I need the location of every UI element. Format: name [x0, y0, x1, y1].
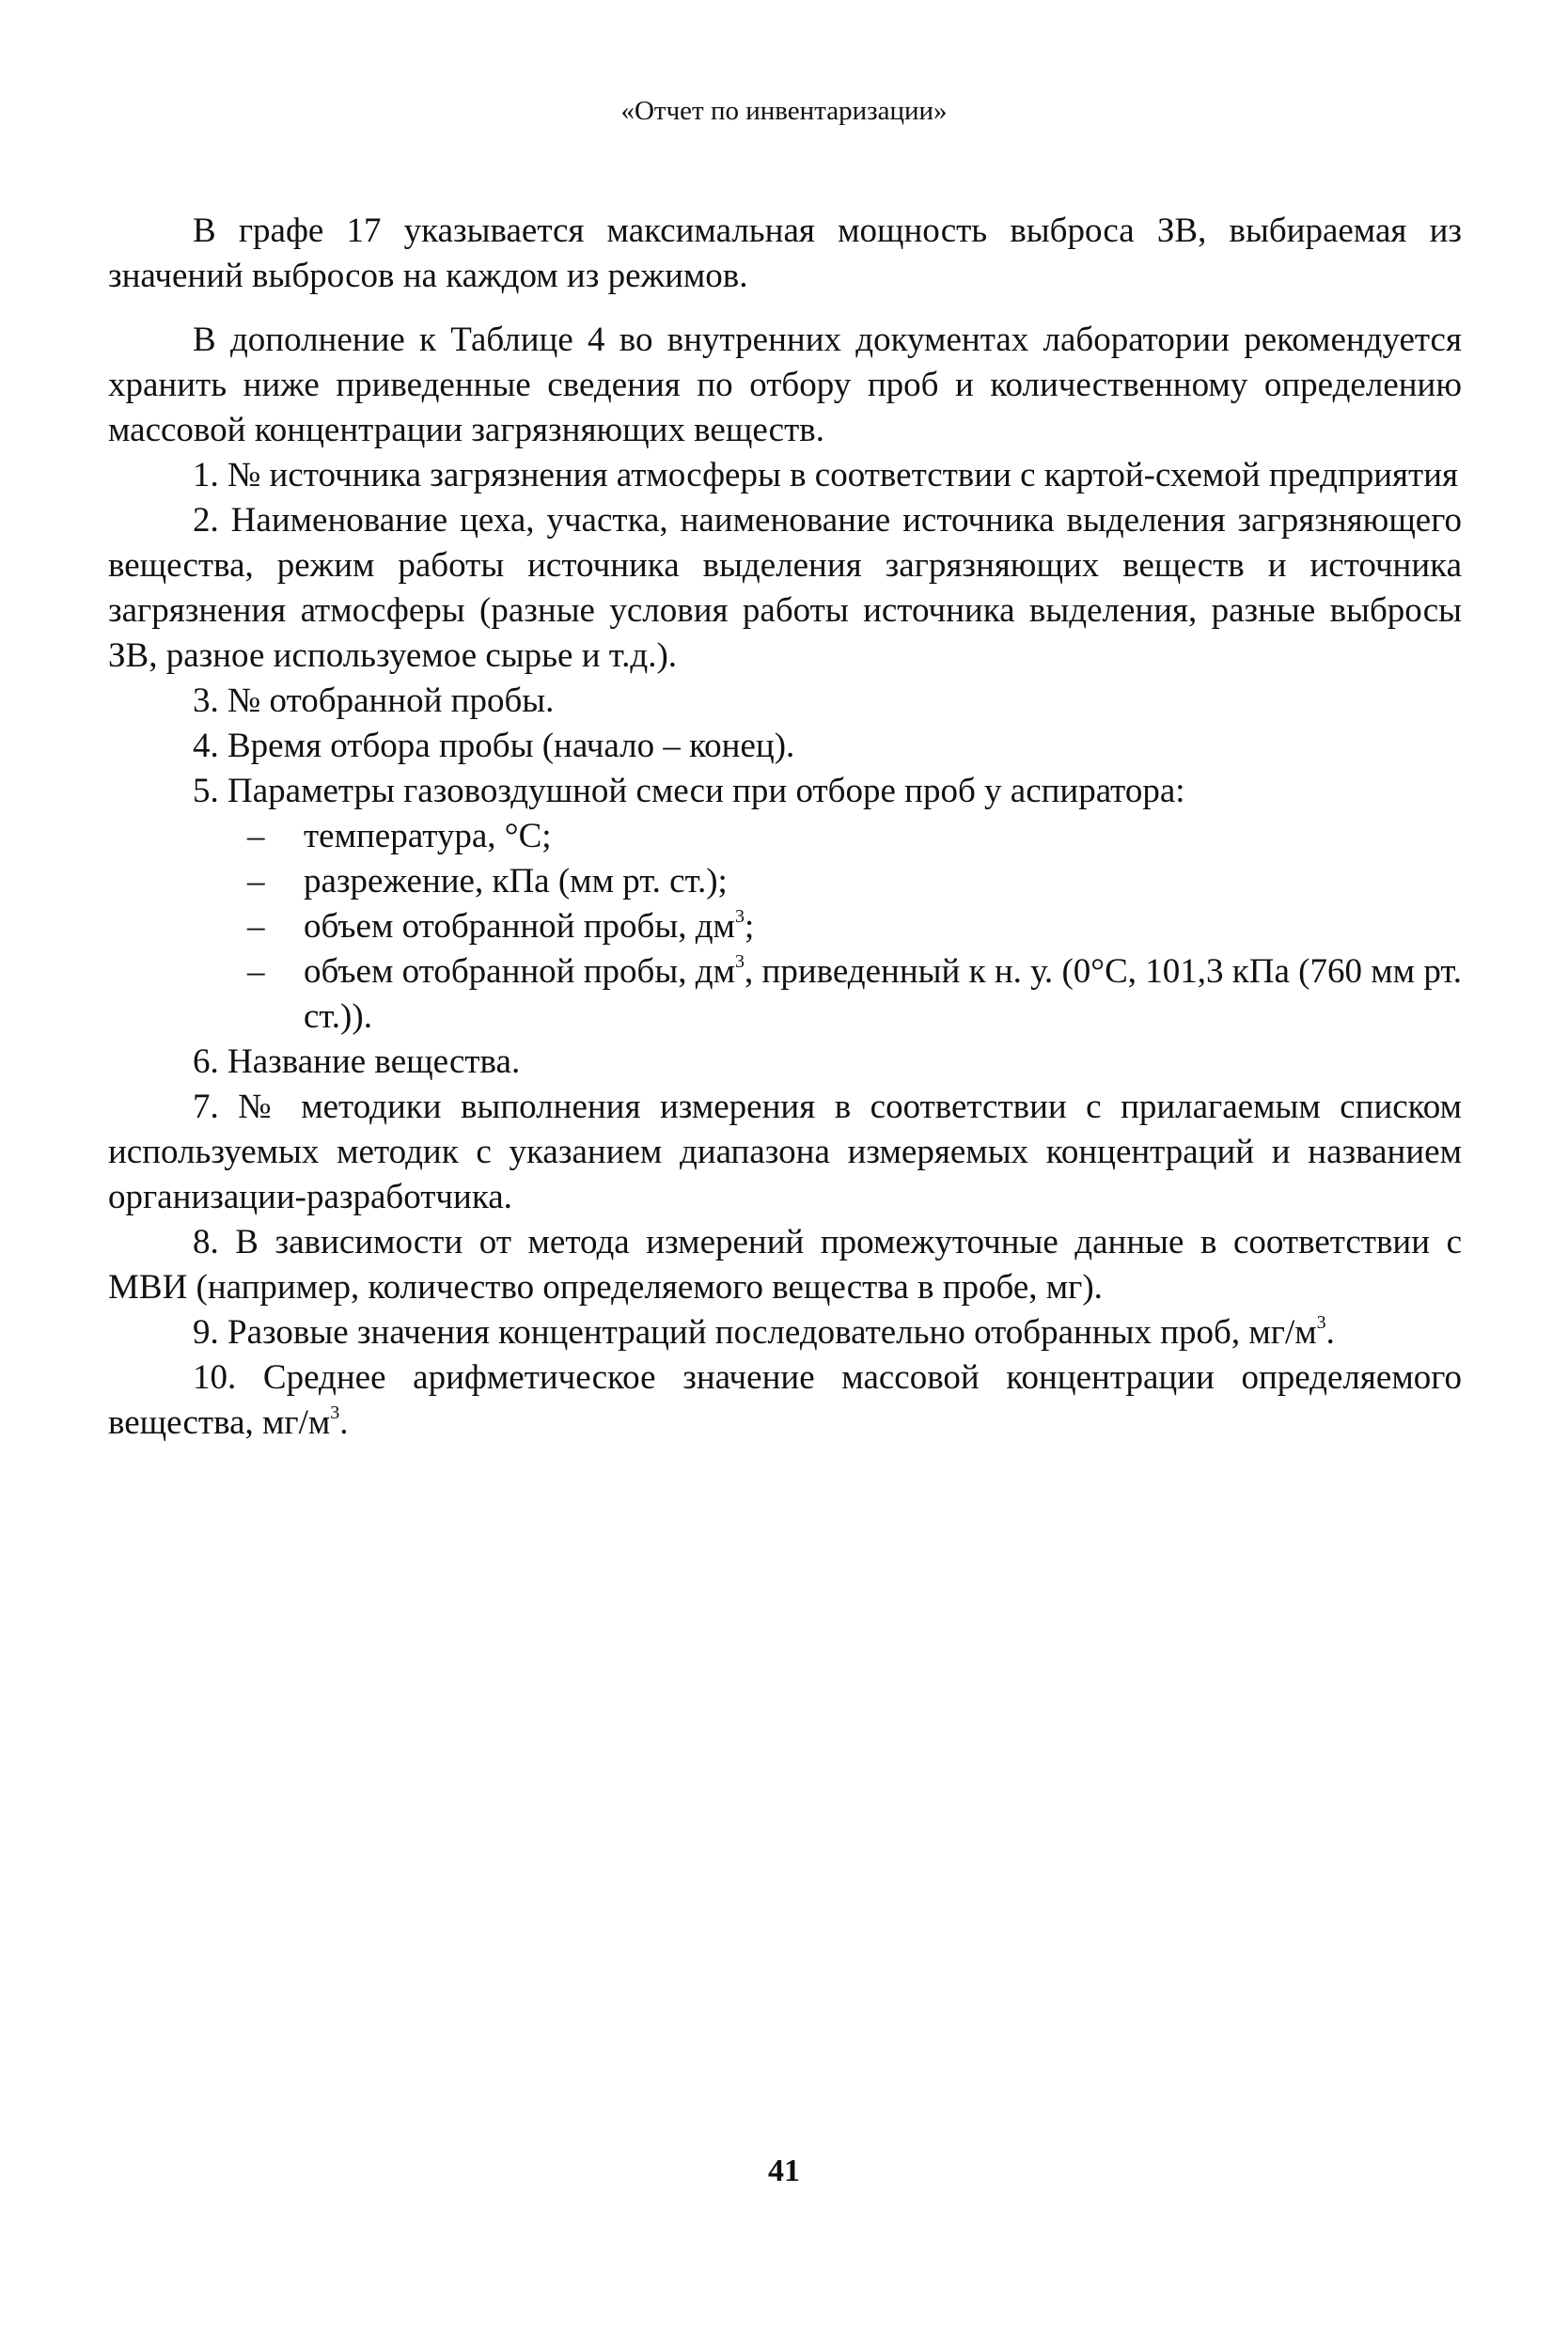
list-item-8: 8. В зависимости от метода измерений промежуточные данные в соответствии с МВИ (например, количество определяемого вещества в пробе, мг). [108, 1223, 1462, 1307]
list-item-10-text: 10. Среднее арифметическое значение массовой концентрации определяемого вещества, мг/м [108, 1358, 1462, 1442]
sublist-item-volume-normal [247, 949, 1462, 1040]
list-item-7: 7. № методики выполнения измерения в соответствии с прилагаемым списком используемых методик с указанием диапазона измеряемых концентраций и названием организации-разработчика. [108, 1088, 1462, 1216]
sublist-item-text: объем отобранной пробы, дм [304, 952, 735, 991]
sublist-item-volume [247, 904, 1462, 949]
sublist-item-text: разрежение, кПа (мм рт. ст.); [304, 862, 728, 901]
list-item-9-text: 9. Разовые значения концентраций последовательно отобранных проб, мг/м [193, 1313, 1317, 1352]
list-item-1: 1. № источника загрязнения атмосферы в соответствии с картой-схемой предприятия [193, 456, 1459, 494]
sublist-item-text: объем отобранной пробы, дм [304, 907, 735, 946]
page-number: 41 [768, 2154, 800, 2188]
list-item-9-end: . [1325, 1313, 1335, 1352]
list-item-10-end: . [339, 1403, 349, 1442]
sublist-item-vacuum [247, 859, 1462, 904]
sublist-item-text-end: , приведенный к н. у. (0°С, 101,3 кПа (760 мм рт. ст.)). [304, 952, 1462, 1036]
dash-bullet: – [247, 817, 265, 855]
document-body [108, 209, 1462, 1446]
superscript-3: 3 [330, 1402, 340, 1423]
superscript-3: 3 [734, 906, 745, 927]
dash-bullet: – [247, 952, 265, 991]
dash-bullet: – [247, 907, 265, 946]
list-item-9 [108, 1310, 1462, 1355]
dash-bullet: – [247, 862, 265, 901]
running-header: «Отчет по инвентаризации» [620, 96, 948, 126]
sublist-item-temperature [247, 814, 1462, 859]
list-item-6: 6. Название вещества. [193, 1042, 521, 1081]
superscript-3: 3 [735, 951, 745, 972]
superscript-3: 3 [1316, 1312, 1326, 1333]
sublist-item-text: температура, °С; [304, 817, 552, 855]
gas-parameters-sublist [108, 814, 1462, 1040]
list-item-10 [108, 1355, 1462, 1446]
list-item-3: 3. № отобранной пробы. [193, 681, 555, 720]
list-item-4: 4. Время отбора пробы (начало – конец). [193, 727, 795, 765]
list-item-5: 5. Параметры газовоздушной смеси при отборе проб у аспиратора: [193, 772, 1185, 810]
paragraph-column-17: В графе 17 указывается максимальная мощность выброса ЗВ, выбираемая из значений выбросов на каждом из режимов. [108, 211, 1462, 295]
list-item-2: 2. Наименование цеха, участка, наименование источника выделения загрязняющего вещества, режим работы источника выделения загрязняющих веществ и источника загрязнения атмосферы (разные условия работы источника выделения, разные выбросы ЗВ, разное используемое сырье и т.д.). [108, 501, 1462, 675]
sublist-item-text-end: ; [744, 907, 755, 946]
paragraph-table-4-addition: В дополнение к Таблице 4 во внутренних документах лаборатории рекомендуется хранить ниже приведенные сведения по отбору проб и количественному определению массовой концентрации загрязняющих веществ. [108, 321, 1462, 449]
